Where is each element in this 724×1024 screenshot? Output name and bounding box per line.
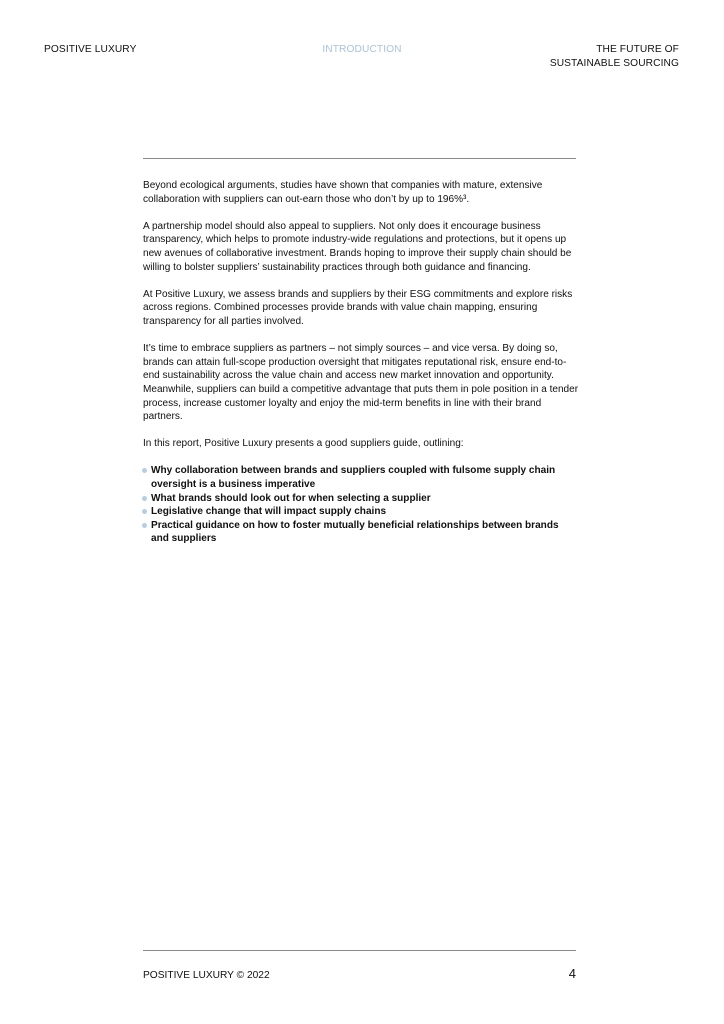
header-document-title-line2: SUSTAINABLE SOURCING [549,57,679,69]
bullet-dot-icon [142,509,147,514]
list-item-text: Practical guidance on how to foster mutually beneficial relationships between brands and suppliers [151,519,559,545]
list-item-text: What brands should look out for when selecting a supplier [151,492,431,504]
header-section-title: INTRODUCTION [322,44,402,55]
list-item [143,492,579,506]
bullet-dot-icon [142,496,147,501]
bullet-dot-icon [142,523,147,528]
header-brand: POSITIVE LUXURY [44,44,137,55]
top-divider [143,158,576,159]
list-item [143,505,579,519]
page-number: 4 [568,966,576,981]
header-document-title [550,43,679,70]
paragraph: It’s time to embrace suppliers as partners – not simply sources – and vice versa. By doing so, brands can attain full-scope production oversight that mitigates reputational risk, ensure end-to-end sustainability across the value chain and access new market innovation and opportunity. Meanwhile, suppliers can build a competitive advantage that puts them in pole position in a tender process, increase customer loyalty and enjoy the mid-term benefits in line with their brand partners. [143,343,579,423]
bullet-dot-icon [142,468,147,473]
outline-list [143,464,579,546]
paragraph: In this report, Positive Luxury presents a good suppliers guide, outlining: [143,438,464,450]
list-item [143,519,579,546]
bottom-divider [143,950,576,951]
list-item-text: Legislative change that will impact supply chains [151,506,387,518]
paragraph: A partnership model should also appeal to suppliers. Not only does it encourage business transparency, which helps to promote industry-wide regulations and protections, but it opens up new avenues of collaborative investment. Brands hoping to improve their supply chain should be willing to bolster suppliers’ sustainability practices through both guidance and financing. [143,220,572,273]
list-item-text: Why collaboration between brands and suppliers coupled with fulsome supply chain oversight is a business imperative [151,465,556,491]
paragraph: At Positive Luxury, we assess brands and suppliers by their ESG commitments and explore risks across regions. Combined processes provide brands with value chain mapping, ensuring transparency for all parties involved. [143,288,573,327]
body-content [143,179,579,546]
paragraph: Beyond ecological arguments, studies have shown that companies with mature, extensive collaboration with suppliers can out-earn those who don’t by up to 196%³. [143,180,543,205]
footer-copyright: POSITIVE LUXURY © 2022 [143,970,270,981]
list-item [143,464,579,491]
header-document-title-line1: THE FUTURE OF [596,44,679,55]
